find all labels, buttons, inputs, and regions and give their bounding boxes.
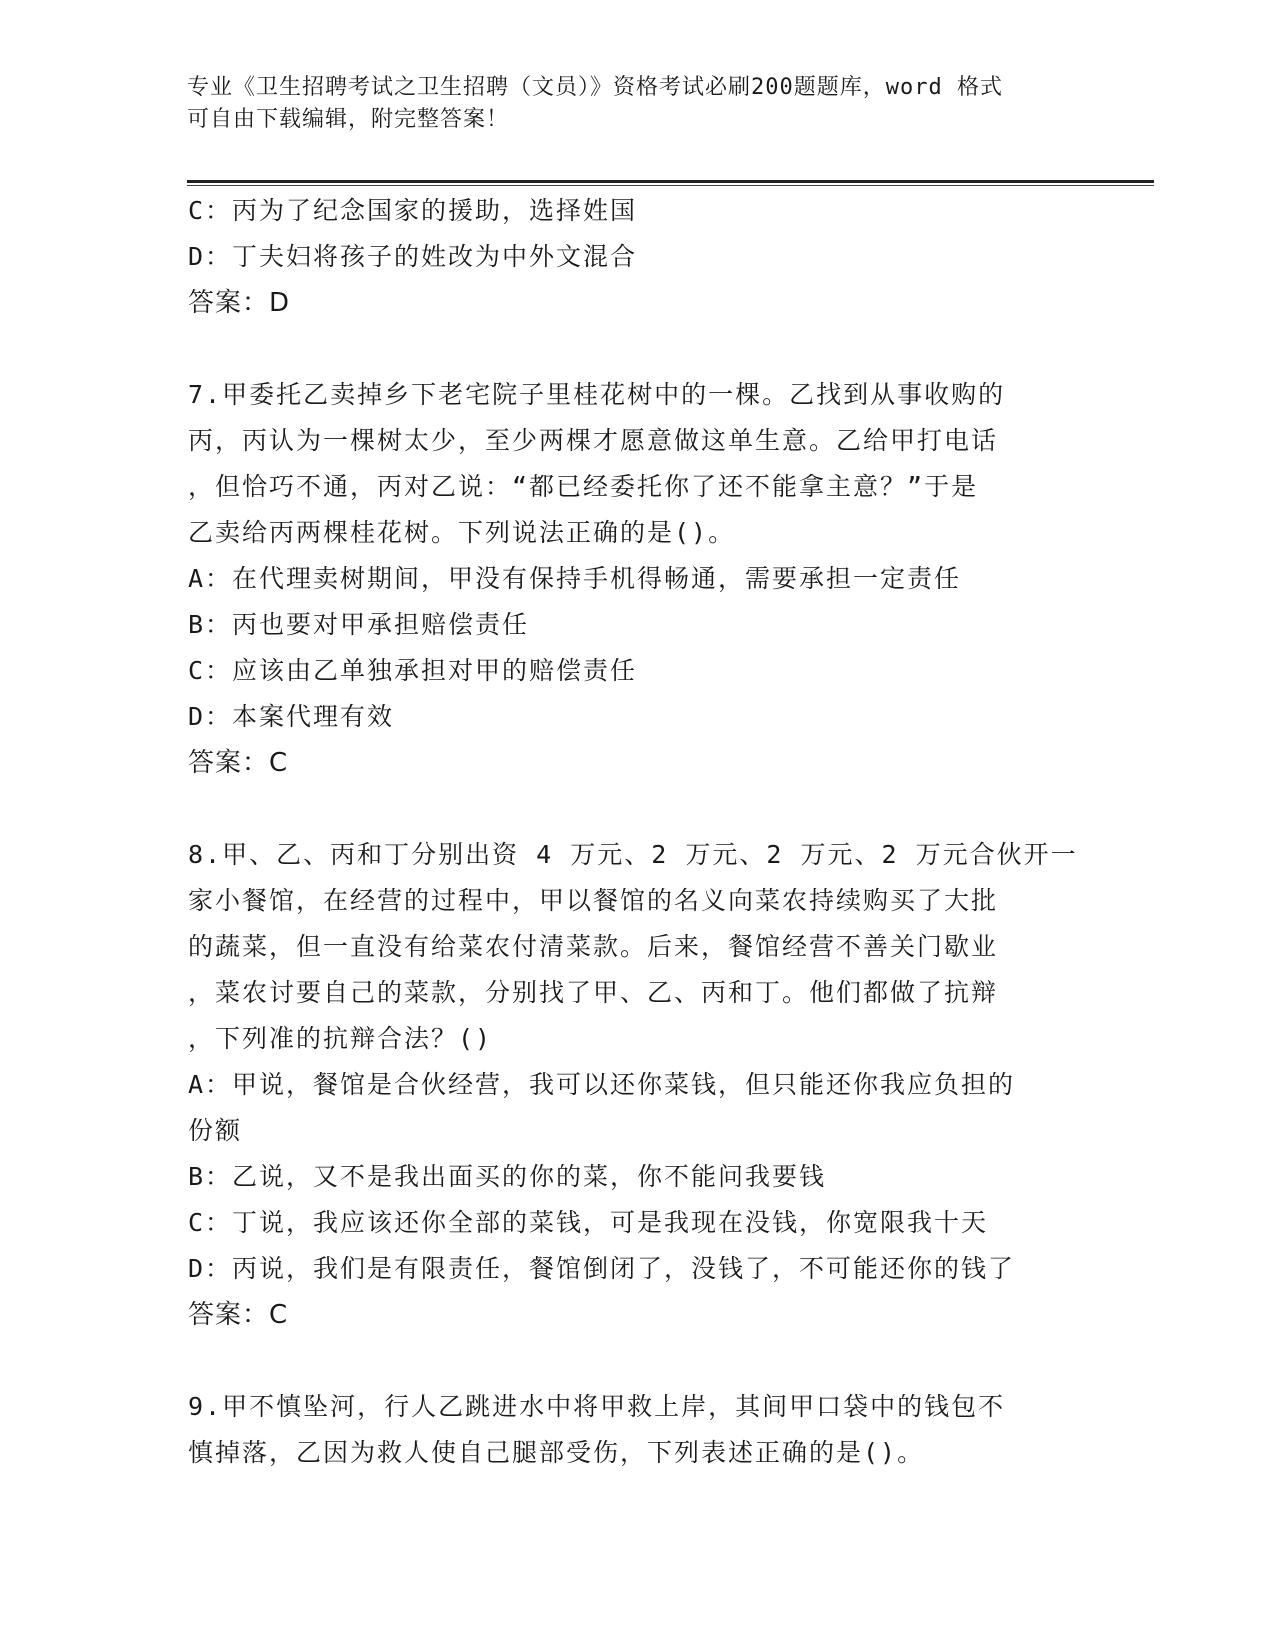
- spacer: [188, 326, 1088, 372]
- header-divider-thin: [187, 185, 1154, 186]
- header-line-2: 可自由下载编辑，附完整答案！: [187, 107, 510, 132]
- question-6: [188, 188, 1088, 326]
- q7-option-a: A：在代理卖树期间，甲没有保持手机得畅通，需要承担一定责任: [188, 564, 962, 593]
- q9-stem-line: 慎掉落，乙因为救人使自己腿部受伤，下列表述正确的是()。: [188, 1438, 925, 1467]
- q7-stem-line: 7.甲委托乙卖掉乡下老宅院子里桂花树中的一棵。乙找到从事收购的: [188, 380, 1006, 409]
- q6-answer: 答案：D: [188, 288, 291, 318]
- header-divider-thick: [187, 180, 1154, 183]
- header-line-1: 专业《卫生招聘考试之卫生招聘（文员）》资格考试必刷200题题库，word 格式: [187, 75, 1003, 100]
- q7-option-d: D：本案代理有效: [188, 702, 395, 731]
- q8-option-a-continued: 份额: [188, 1116, 243, 1145]
- spacer: [188, 786, 1088, 832]
- question-8: [188, 832, 1088, 1338]
- q7-option-c: C：应该由乙单独承担对甲的赔偿责任: [188, 656, 638, 685]
- q8-stem-line: 家小餐馆，在经营的过程中，甲以餐馆的名义向菜农持续购买了大批: [188, 886, 999, 915]
- question-7: [188, 372, 1088, 786]
- q8-answer: 答案：C: [188, 1300, 289, 1330]
- q8-option-a: A：甲说，餐馆是合伙经营，我可以还你菜钱，但只能还你我应负担的: [188, 1070, 1016, 1099]
- q8-option-b: B：乙说，又不是我出面买的你的菜，你不能问我要钱: [188, 1162, 827, 1191]
- document-header: [187, 72, 1087, 136]
- q9-stem-line: 9.甲不慎坠河，行人乙跳进水中将甲救上岸，其间甲口袋中的钱包不: [188, 1392, 1006, 1421]
- q7-answer: 答案：C: [188, 748, 289, 778]
- q6-option-d: D：丁夫妇将孩子的姓改为中外文混合: [188, 242, 638, 271]
- q7-stem-line: ，但恰巧不通，丙对乙说：“都已经委托你了还不能拿主意？”于是: [188, 472, 979, 501]
- q7-stem-line: 丙，丙认为一棵树太少，至少两棵才愿意做这单生意。乙给甲打电话: [188, 426, 999, 455]
- q8-option-c: C：丁说，我应该还你全部的菜钱，可是我现在没钱，你宽限我十天: [188, 1208, 989, 1237]
- document-body: [188, 188, 1088, 1476]
- q8-option-d: D：丙说，我们是有限责任，餐馆倒闭了，没钱了，不可能还你的钱了: [188, 1254, 1016, 1283]
- q8-stem-line: 8.甲、乙、丙和丁分别出资 4 万元、2 万元、2 万元、2 万元合伙开一: [188, 840, 1078, 869]
- q7-option-b: B：丙也要对甲承担赔偿责任: [188, 610, 530, 639]
- q8-stem-line: ，下列准的抗辩合法？(): [188, 1024, 493, 1053]
- question-9: [188, 1384, 1088, 1476]
- q8-stem-line: 的蔬菜，但一直没有给菜农付清菜款。后来，餐馆经营不善关门歇业: [188, 932, 999, 961]
- q8-stem-line: ，菜农讨要自己的菜款，分别找了甲、乙、丙和丁。他们都做了抗辩: [188, 978, 999, 1007]
- q6-option-c: C：丙为了纪念国家的援助，选择姓国: [188, 196, 638, 225]
- q7-stem-line: 乙卖给丙两棵桂花树。下列说法正确的是()。: [188, 518, 736, 547]
- spacer: [188, 1338, 1088, 1384]
